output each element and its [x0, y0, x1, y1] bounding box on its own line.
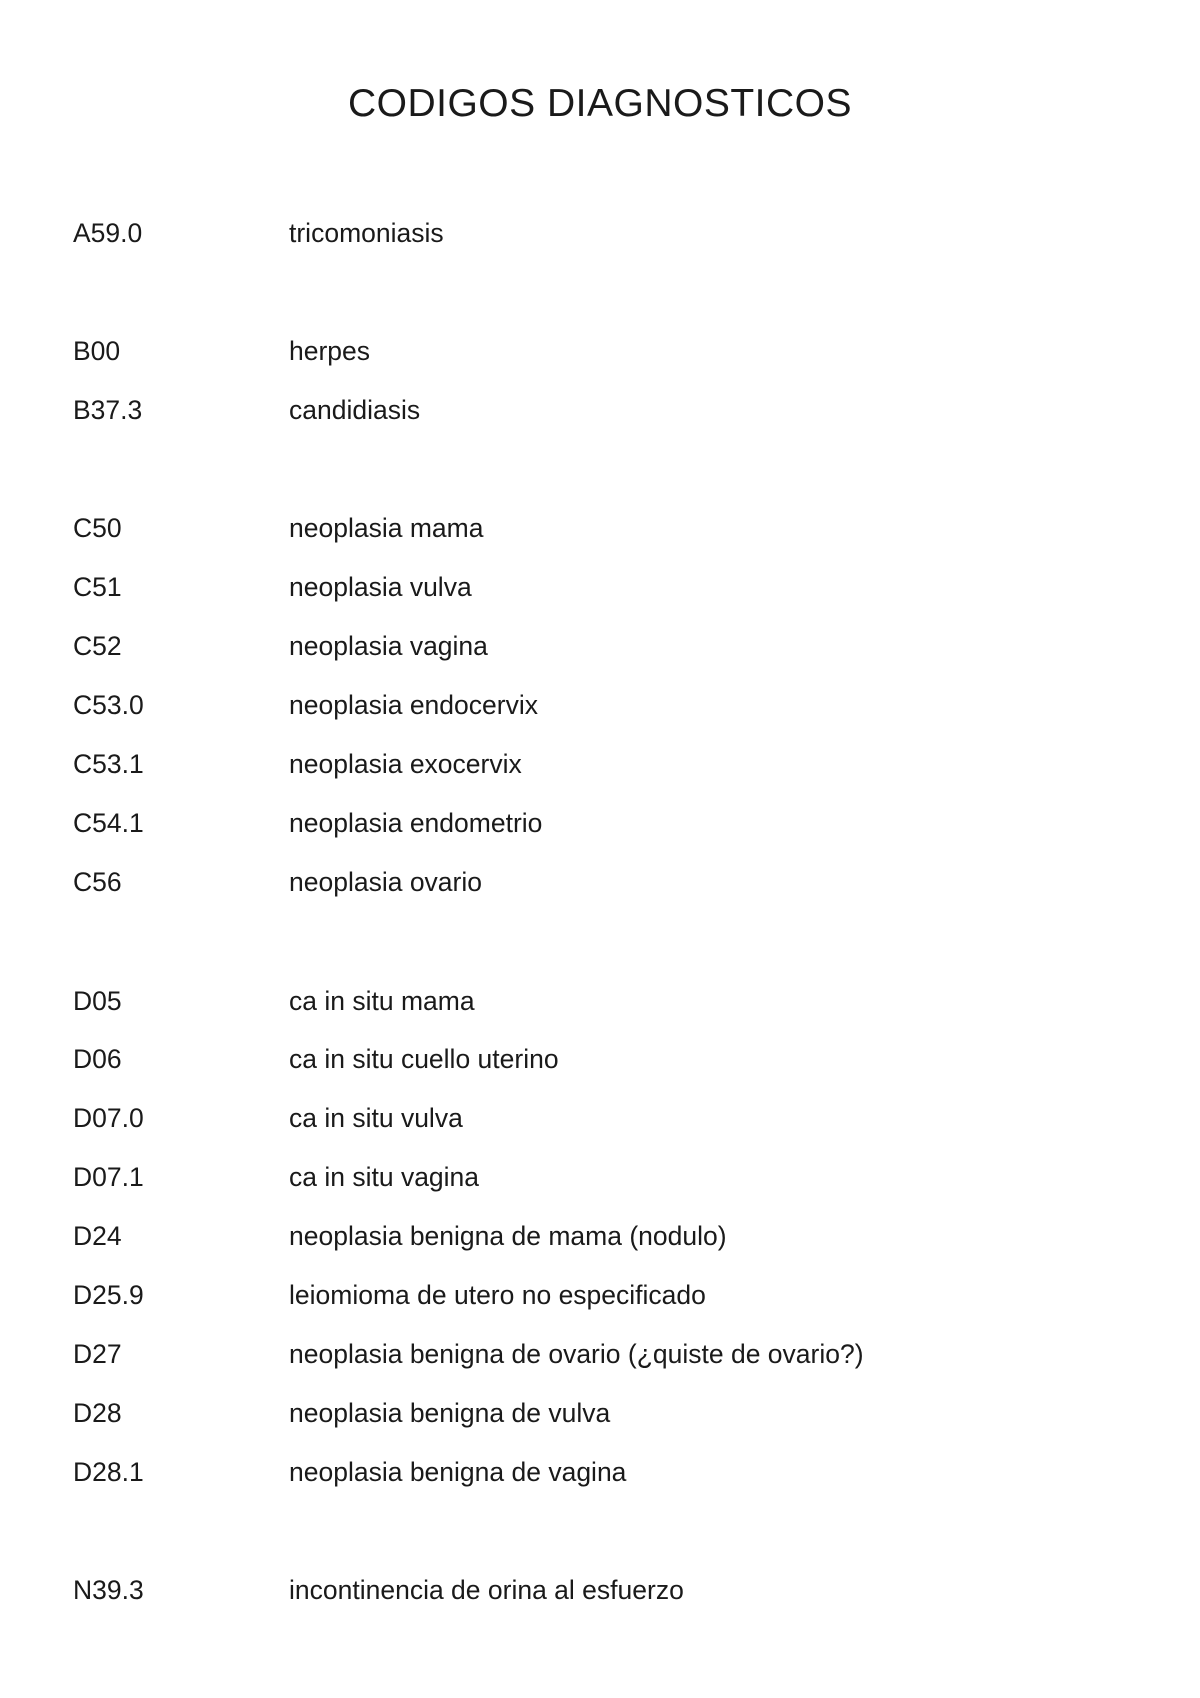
diagnostic-code: C56: [73, 867, 122, 897]
list-item: [0, 1159, 1200, 1195]
diagnostic-code: C52: [73, 631, 122, 661]
diagnostic-description: herpes: [289, 336, 371, 366]
diagnostic-description: ca in situ vagina: [289, 1162, 480, 1192]
diagnostic-code: C50: [73, 513, 122, 543]
list-item: [0, 1277, 1200, 1313]
diagnostic-description: neoplasia endometrio: [289, 808, 543, 838]
diagnostic-code: D24: [73, 1221, 122, 1251]
diagnostic-code: B37.3: [73, 395, 143, 425]
diagnostic-description: neoplasia benigna de mama (nodulo): [289, 1221, 727, 1251]
list-item: [0, 1218, 1200, 1254]
list-item: [0, 864, 1200, 900]
list-item: [0, 215, 1200, 251]
list-item: [0, 333, 1200, 369]
diagnostic-description: leiomioma de utero no especificado: [289, 1280, 706, 1310]
diagnostic-code: D25.9: [73, 1280, 144, 1310]
diagnostic-code: D28: [73, 1398, 122, 1428]
list-item: [0, 983, 1200, 1019]
list-item: [0, 392, 1200, 428]
diagnostic-description: ca in situ mama: [289, 986, 475, 1016]
list-item: [0, 628, 1200, 664]
diagnostic-description: neoplasia exocervix: [289, 749, 522, 779]
diagnostic-code: D07.0: [73, 1103, 144, 1133]
diagnostic-description: neoplasia mama: [289, 513, 484, 543]
diagnostic-description: neoplasia endocervix: [289, 690, 538, 720]
diagnostic-code: D27: [73, 1339, 122, 1369]
diagnostic-code: A59.0: [73, 218, 143, 248]
diagnostic-code: B00: [73, 336, 121, 366]
diagnostic-code: C53.1: [73, 749, 144, 779]
list-item: [0, 1041, 1200, 1077]
diagnostic-code: D06: [73, 1044, 122, 1074]
diagnostic-description: neoplasia benigna de ovario (¿quiste de ovario?): [289, 1339, 864, 1369]
diagnostic-description: neoplasia benigna de vulva: [289, 1398, 611, 1428]
list-item: [0, 569, 1200, 605]
list-item: [0, 746, 1200, 782]
diagnostic-description: neoplasia vulva: [289, 572, 472, 602]
list-item: [0, 1454, 1200, 1490]
list-item: [0, 805, 1200, 841]
diagnostic-code: D28.1: [73, 1457, 144, 1487]
diagnostic-code: C51: [73, 572, 122, 602]
list-item: [0, 1100, 1200, 1136]
list-item: [0, 687, 1200, 723]
diagnostic-code: D05: [73, 986, 122, 1016]
list-item: [0, 1572, 1200, 1608]
diagnostic-code: C54.1: [73, 808, 144, 838]
list-item: [0, 510, 1200, 546]
page-title: CODIGOS DIAGNOSTICOS: [347, 82, 853, 125]
diagnostic-description: tricomoniasis: [289, 218, 444, 248]
diagnostic-description: neoplasia vagina: [289, 631, 488, 661]
list-item: [0, 1395, 1200, 1431]
list-item: [0, 1336, 1200, 1372]
diagnostic-code: N39.3: [73, 1575, 144, 1605]
diagnostic-description: neoplasia ovario: [289, 867, 482, 897]
diagnostic-description: ca in situ cuello uterino: [289, 1044, 559, 1074]
diagnostic-description: candidiasis: [289, 395, 421, 425]
diagnostic-description: incontinencia de orina al esfuerzo: [289, 1575, 684, 1605]
diagnostic-code: C53.0: [73, 690, 144, 720]
diagnostic-description: ca in situ vulva: [289, 1103, 463, 1133]
diagnostic-code: D07.1: [73, 1162, 144, 1192]
diagnostic-description: neoplasia benigna de vagina: [289, 1457, 627, 1487]
